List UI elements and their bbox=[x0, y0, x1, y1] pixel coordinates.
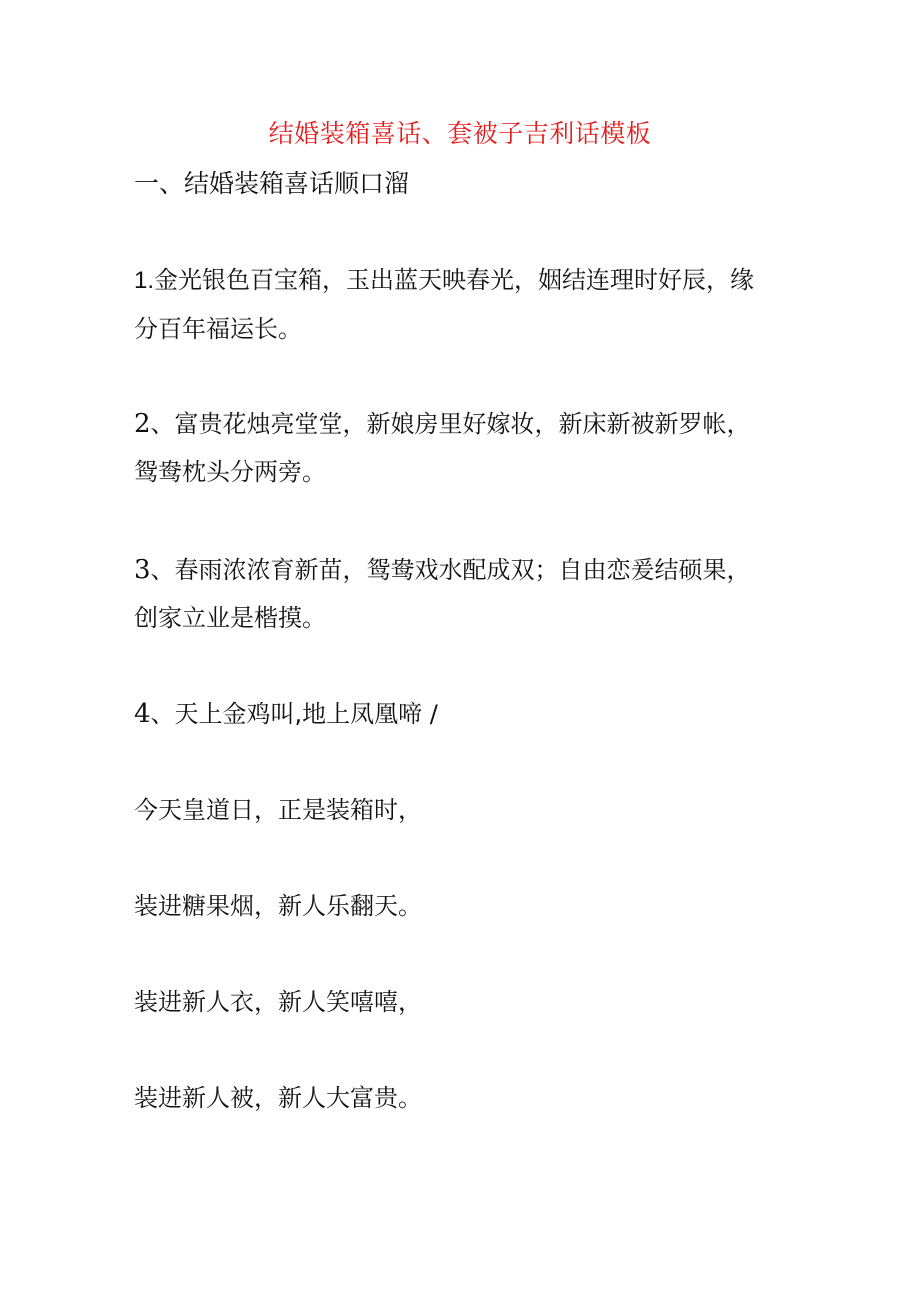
verse-number: 2 bbox=[134, 409, 151, 439]
verse-paragraph-1 bbox=[134, 256, 774, 353]
verse-number: 3 bbox=[134, 555, 151, 585]
verse-paragraph-3 bbox=[134, 546, 774, 642]
page-title: 结婚装箱喜话、套被子吉利话模板 bbox=[268, 119, 652, 148]
verse-text: 金光银色百宝箱，玉出蓝天映春光，姻结连理时好辰，缘分百年福运长。 bbox=[134, 266, 755, 343]
verse-line-4: 装进新人被，新人大富贵。 bbox=[134, 1084, 422, 1112]
verse-line-3: 装进新人衣，新人笑嘻嘻， bbox=[134, 988, 422, 1016]
verse-line-1: 今天皇道日，正是装箱时， bbox=[134, 796, 422, 824]
verse-number: 4 bbox=[134, 699, 151, 729]
verse-text: 、春雨浓浓育新苗，鸳鸯戏水配成双；自由恋爰结硕果，创家立业是楷摸。 bbox=[134, 556, 751, 632]
verse-paragraph-2 bbox=[134, 400, 774, 496]
verse-text: 、富贵花烛亮堂堂，新娘房里好嫁妆，新床新被新罗帐，鸳鸯枕头分两旁。 bbox=[134, 410, 751, 486]
verse-text: 、天上金鸡叫,地上凤凰啼 / bbox=[150, 700, 438, 728]
section-heading: 一、结婚装箱喜话顺口溜 bbox=[134, 169, 410, 198]
verse-paragraph-4 bbox=[134, 690, 774, 738]
verse-number: 1. bbox=[134, 267, 155, 294]
verse-line-2: 装进糖果烟，新人乐翻天。 bbox=[134, 892, 422, 920]
